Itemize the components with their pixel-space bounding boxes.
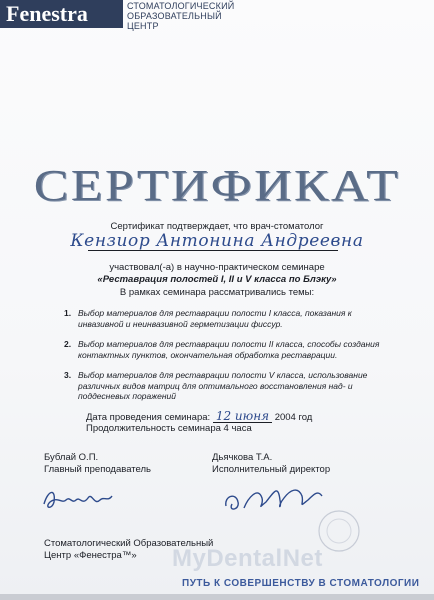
topic-text: Выбор материалов для реставрации полости V класса, использование различных видов матриц для оптимального восстановления над- и поддесневых поражений xyxy=(78,370,368,401)
topics-intro: В рамках семинара рассматривались темы: xyxy=(119,287,315,298)
right-signer-name: Дьячкова Т.А. xyxy=(212,452,273,463)
topic-number: 3. xyxy=(64,370,72,380)
fenestra-logo xyxy=(0,0,123,28)
participated-text: участвовал(-а) в научно-практическом семинаре xyxy=(109,262,325,273)
right-signer xyxy=(212,452,330,476)
mydentalnet-tagline: ПУТЬ К СОВЕРШЕНСТВУ В СТОМАТОЛОГИИ xyxy=(182,578,420,589)
topic-number: 2. xyxy=(64,339,72,349)
topic-number: 1. xyxy=(64,308,72,318)
topic-item xyxy=(64,308,384,329)
seminar-date xyxy=(86,410,312,424)
page-edge xyxy=(0,594,434,600)
topics-list xyxy=(64,308,384,412)
name-underline xyxy=(88,250,338,251)
topic-item xyxy=(64,339,384,360)
brand-subtitle xyxy=(127,1,234,31)
seminar-title: «Реставрация полостей I, II и V класса по Блэку» xyxy=(97,274,337,285)
certificate-title: СЕРТИФИКАТ xyxy=(33,161,401,210)
topic-text: Выбор материалов для реставрации полости I класса, показания к инвазивной и неинвазивной герметизации фиссур. xyxy=(78,308,352,329)
mydentalnet-watermark xyxy=(172,545,434,600)
left-signer xyxy=(44,452,151,476)
org-line: Центр «Фенестра™» xyxy=(44,550,137,561)
brand-subtitle-line: ЦЕНТР xyxy=(127,21,159,31)
date-label: Дата проведения семинара: xyxy=(86,412,211,423)
left-signer-name: Бублай О.П. xyxy=(44,452,99,463)
brand-subtitle-line: ОБРАЗОВАТЕЛЬНЫЙ xyxy=(127,11,222,21)
date-year: 2004 год xyxy=(274,412,313,423)
right-signature-image xyxy=(218,478,328,518)
left-signature-image xyxy=(38,482,118,516)
recipient-name: Кензиор Антонина Андреевна xyxy=(70,231,364,251)
confirm-text: Сертификат подтверждает, что врач-стоматолог xyxy=(110,221,324,232)
seminar-duration: Продолжительность семинара 4 часа xyxy=(86,423,252,434)
topic-text: Выбор материалов для реставрации полости II класса, способы создания контактных пунктов, окончательная обработка реставрации. xyxy=(78,339,380,360)
org-line: Стоматологический Образовательный xyxy=(44,538,214,549)
topic-item xyxy=(64,370,384,402)
brand-name: Fenestra xyxy=(6,1,88,26)
date-handwritten: 12 июня xyxy=(213,410,272,423)
left-signer-role: Главный преподаватель xyxy=(44,464,151,475)
mydentalnet-logo: MyDentalNet xyxy=(172,545,323,572)
brand-subtitle-line: СТОМАТОЛОГИЧЕСКИЙ xyxy=(127,1,235,11)
right-signer-role: Исполнительный директор xyxy=(212,464,331,475)
